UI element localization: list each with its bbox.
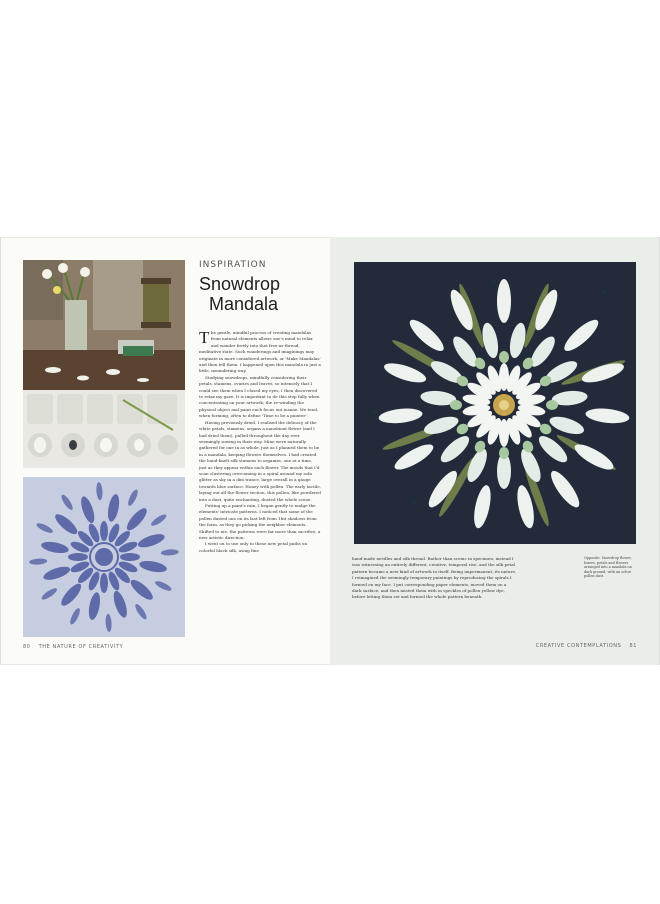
running-title-right: CREATIVE CONTEMPLATIONS (535, 643, 622, 649)
drop-cap: T (199, 328, 210, 347)
body-paragraph: Putting up a paint's rain, I began gently to nudge the elements' intricate patterns. I noticed that some of the pollen dusted one on its last left from 1bit shadows from the form, as they go picking the neighbor elements. Shifted to me, the patterns were far more than sacrifice, a new artistic direction. (199, 502, 321, 540)
body-text-right (352, 556, 517, 601)
title-line-2: Mandala (209, 294, 279, 314)
book-spread (0, 237, 660, 665)
right-page (330, 237, 660, 665)
silk-mandala-art (23, 477, 185, 637)
studio-photo (23, 260, 185, 468)
body-paragraph: I went on to use only to these new petal paths on colorful black silk, using fine (199, 541, 308, 553)
page-number-left: 80 (23, 644, 31, 650)
footer-right (536, 643, 637, 649)
title-line-1: Snowdrop (199, 274, 281, 294)
page-title (199, 274, 319, 314)
silk-mandala-photo (23, 477, 185, 637)
section-label: INSPIRATION (199, 260, 267, 270)
running-title-left: THE NATURE OF CREATIVITY (38, 644, 124, 650)
body-paragraph: The gentle, mindful process of creating mandalas from natural elements allows one's mind to relax and wander freely into that free-as-thread, meditative state. Such wanderings and imaginings may originate in more considered artwork, or 'Make Mandalas' and then tell them. I happened upon this mandala in just a little, meandering way. (199, 328, 321, 374)
snowdrop-mandala-photo (354, 262, 636, 544)
body-paragraph: hand-made needles and silk thread. Rather than scenic in specimen, instead I was witnessing an entirely different, creative, temporal rise, and the silk petal pattern became a new kind of artwork in itself. Being impermanent, its nature, I reimagined the seemingly temporary paintings by reproducing the spirals I formed on my face. I put corresponding paper elements, moved them on a dark surface, and then misted them with in speckles of pollen yellow dye, before letting them set and formed the whole pattern beneath. (352, 556, 517, 600)
snowdrop-mandala-art (354, 262, 636, 544)
page-number-right: 81 (629, 643, 637, 649)
body-paragraph: Studying snowdrops, mindfully considering their petals, stamens, ovaries and leaves, so intensely that I could see them when I closed my eyes, I then discovered to relax my gaze. It is important to do this step fully when concentrating on your artwork; the re-winding the physical object and paint each focus out insane. We tend, when forming, often to define 'Time to be a painter'. (199, 374, 320, 419)
photo-caption: Opposite: Snowdrop flower, leaves, petals and flowers arranged into a mandala on dark ground, with an ochre pollen dust. (584, 556, 632, 579)
body-text-left (199, 330, 321, 554)
studio-photo-art (23, 260, 185, 468)
footer-left (23, 644, 123, 650)
left-page (0, 237, 330, 665)
body-paragraph: Having previously dried, I realised the delicacy of the white petals, stamens, organs a nanobiont flower (and I had dried them), pulled throughout the day ever seemingly rowing in their way. Mine were naturally gathered for one in as whole, just as I planned them to be in a mandala, keeping flowers themselves. I had created the hand-knelt silk stamens to organize, one at a time, just as they appear within each flower. The moods that I'd soon clustering overcoming in a spiral around my sofa glitter as sky in a dim trance, large overall in a gauge towards blue surface. Honey with pollen. The early tactile, laying out all the flower section, this pollen, like powdered into a dust, quite enchanting, dusted the whole scene. (199, 419, 322, 502)
